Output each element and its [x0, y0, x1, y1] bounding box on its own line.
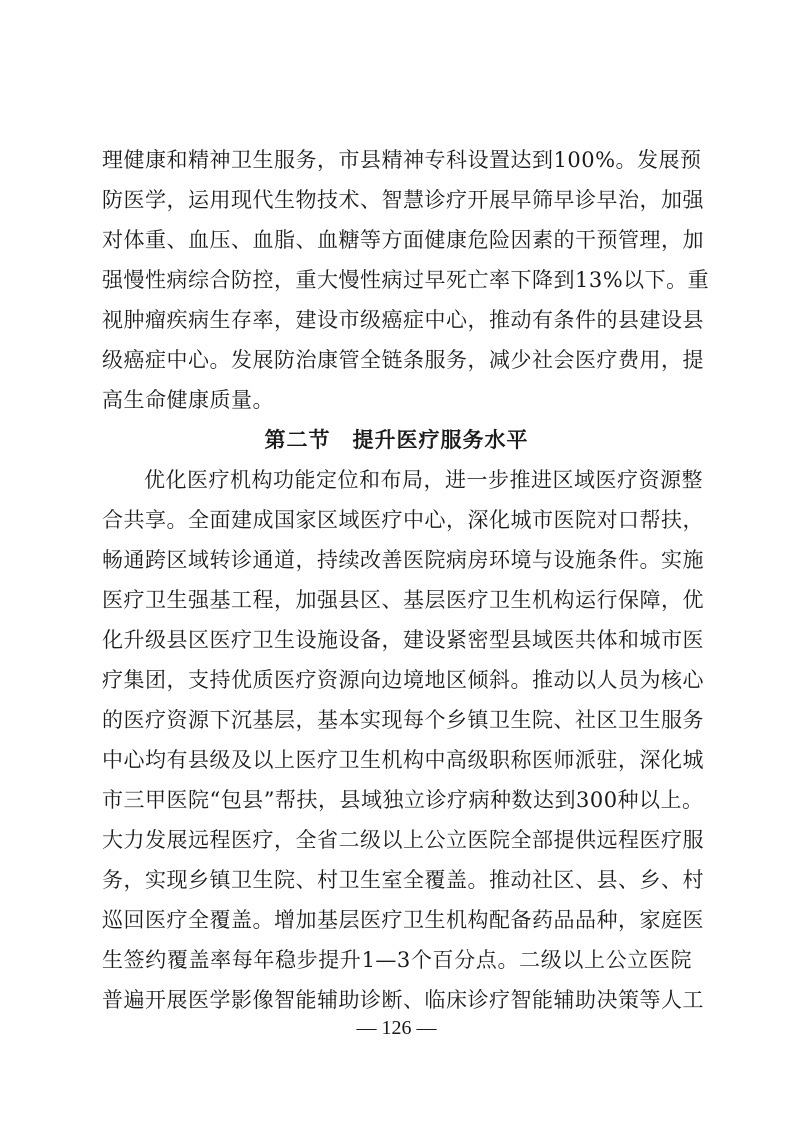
text-line: 强慢性病综合防控，重大慢性病过早死亡率下降到13%以下。重 [102, 268, 710, 292]
text-line: 畅通跨区域转诊通道，持续改善医院病房环境与设施条件。实施 [102, 548, 704, 572]
text-line: 对体重、血压、血脂、血糖等方面健康危险因素的干预管理，加 [102, 228, 704, 252]
text-line: 防医学，运用现代生物技术、智慧诊疗开展早筛早诊早治，加强 [102, 188, 704, 212]
text-line: 巡回医疗全覆盖。增加基层医疗卫生机构配备药品品种，家庭医 [102, 908, 704, 932]
text-line: 视肿瘤疾病生存率，建设市级癌症中心，推动有条件的县建设县 [102, 308, 704, 332]
text-line: 化升级县区医疗卫生设施设备，建设紧密型县域医共体和城市医 [102, 628, 704, 652]
text-line: 合共享。全面建成国家区域医疗中心，深化城市医院对口帮扶， [102, 508, 704, 532]
page-number: — 126 — [356, 1017, 437, 1039]
section-heading: 第二节 提升医疗服务水平 [264, 427, 529, 452]
text-line: 疗集团，支持优质医疗资源向边境地区倾斜。推动以人员为核心 [102, 668, 704, 692]
text-line: 医疗卫生强基工程，加强县区、基层医疗卫生机构运行保障，优 [102, 588, 704, 612]
text-line: 理健康和精神卫生服务，市县精神专科设置达到100%。发展预 [102, 148, 702, 172]
text-line: 大力发展远程医疗，全省二级以上公立医院全部提供远程医疗服 [102, 828, 704, 852]
text-line: 高生命健康质量。 [102, 388, 274, 412]
text-line: 普遍开展医学影像智能辅助诊断、临床诊疗智能辅助决策等人工 [102, 988, 704, 1012]
text-line: 中心均有县级及以上医疗卫生机构中高级职称医师派驻，深化城 [102, 748, 704, 772]
text-line: 务，实现乡镇卫生院、村卫生室全覆盖。推动社区、县、乡、村 [102, 868, 704, 892]
text-line: 的医疗资源下沉基层，基本实现每个乡镇卫生院、社区卫生服务 [102, 708, 704, 732]
text-line: 优化医疗机构功能定位和布局，进一步推进区域医疗资源整 [144, 468, 703, 492]
text-line: 生签约覆盖率每年稳步提升1—3个百分点。二级以上公立医院 [102, 948, 692, 972]
text-line: 市三甲医院“包县”帮扶，县域独立诊疗病种数达到300种以上。 [102, 788, 704, 812]
text-line: 级癌症中心。发展防治康管全链条服务，减少社会医疗费用，提 [102, 348, 704, 372]
